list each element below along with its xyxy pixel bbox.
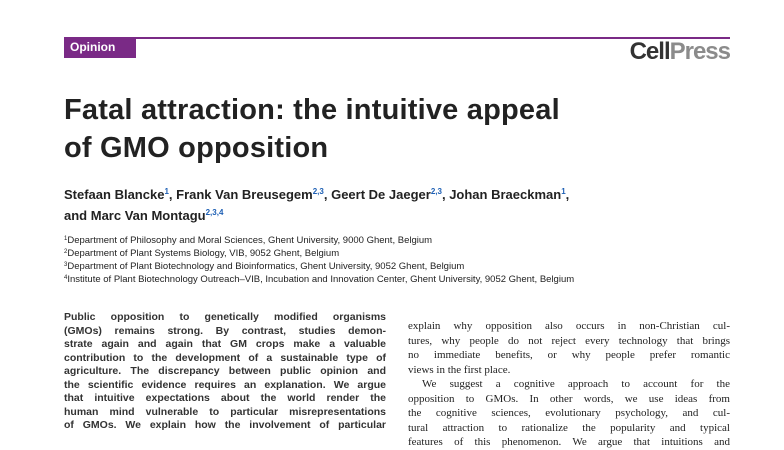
article-title — [64, 91, 764, 167]
cellpress-logo — [630, 38, 730, 66]
body-line: tures, why people do not reject every technology that brings — [408, 334, 730, 347]
affiliation-item: $^1$Department of Philosophy and Moral Sciences, Ghent University, 9000 Ghent, Belgium — [64, 235, 433, 246]
body-line: the cognitive sciences, evolutionary psychology, and cul- — [408, 407, 730, 419]
abstract-line: of GMOs. We explain how the involvement of particular — [64, 419, 386, 431]
body-line: no immediate benefits, or why people prefer romantic — [408, 349, 730, 361]
abstract-line: agriculture. The discrepancy between public opinion and — [64, 365, 386, 377]
author-list: Stefaan Blancke$^1$, Frank Van Breusegem$^{2,3}$, Geert De Jaeger$^{2,3}$, Johan Braeckman$^1$, and Marc Van Montagu$^{2,3,4}$ — [64, 187, 570, 223]
author-affil-ref[interactable]: 1 — [561, 187, 566, 196]
body-line: We suggest a cognitive approach to account for the — [422, 378, 730, 390]
section-tag: Opinion — [64, 37, 136, 58]
author-affil-ref[interactable]: 2,3 — [430, 187, 442, 196]
abstract-line: that intuitive expectations about the world render the — [64, 392, 386, 404]
author-name[interactable]: Stefaan Blancke — [64, 187, 165, 202]
abstract-line: human mind vulnerable to particular misrepresentations — [64, 405, 386, 418]
affiliation-list — [64, 234, 764, 286]
abstract-line: Public opposition to genetically modified organisms — [64, 311, 386, 323]
author-affil-ref[interactable]: 1 — [164, 187, 169, 196]
author-name[interactable]: Johan Braeckman — [449, 187, 562, 202]
logo-cell: Cell — [629, 38, 670, 65]
logo-press: Press — [669, 38, 730, 65]
author-affil-ref[interactable]: 2,3 — [312, 187, 324, 196]
author-name[interactable]: Marc Van Montagu — [90, 208, 206, 223]
body-line: opposition to GMOs. In other words, we use ideas from — [408, 392, 730, 405]
author-name[interactable]: Geert De Jaeger — [331, 187, 431, 202]
body-line: views in the first place. — [408, 363, 511, 376]
affiliation-item: $^2$Department of Plant Systems Biology, VIB, 9052 Ghent, Belgium — [64, 248, 340, 259]
abstract-line: the scientific evidence requires an explanation. We argue — [64, 378, 386, 391]
body-line: explain why opposition also occurs in non-Christian cul- — [408, 320, 730, 332]
author-name[interactable]: Frank Van Breusegem — [176, 187, 313, 202]
body-line: features of this phenomenon. We argue that intuitions and — [408, 436, 730, 448]
abstract — [64, 311, 386, 433]
author-affil-ref[interactable]: 2,3,4 — [205, 208, 224, 217]
affiliation-item: $^3$Department of Plant Biotechnology and Bioinformatics, Ghent University, 9052 Ghent, Belgium — [64, 261, 465, 272]
abstract-line: strate again and again that GM crops make a valuable — [64, 338, 386, 350]
title-line: of GMO opposition — [64, 132, 329, 164]
abstract-line: contribution to the development of a sustainable type of — [64, 351, 386, 364]
body-line: tural attraction to rationalize the popularity and typical — [408, 421, 730, 434]
title-line: Fatal attraction: the intuitive appeal — [64, 94, 560, 126]
body-text-column — [408, 319, 730, 450]
abstract-line: (GMOs) remains strong. By contrast, studies demon- — [64, 324, 386, 337]
affiliation-item: $^4$Institute of Plant Biotechnology Outreach–VIB, Incubation and Innovation Center, Ghent University, 9052 Ghent, Belgium — [64, 274, 575, 285]
